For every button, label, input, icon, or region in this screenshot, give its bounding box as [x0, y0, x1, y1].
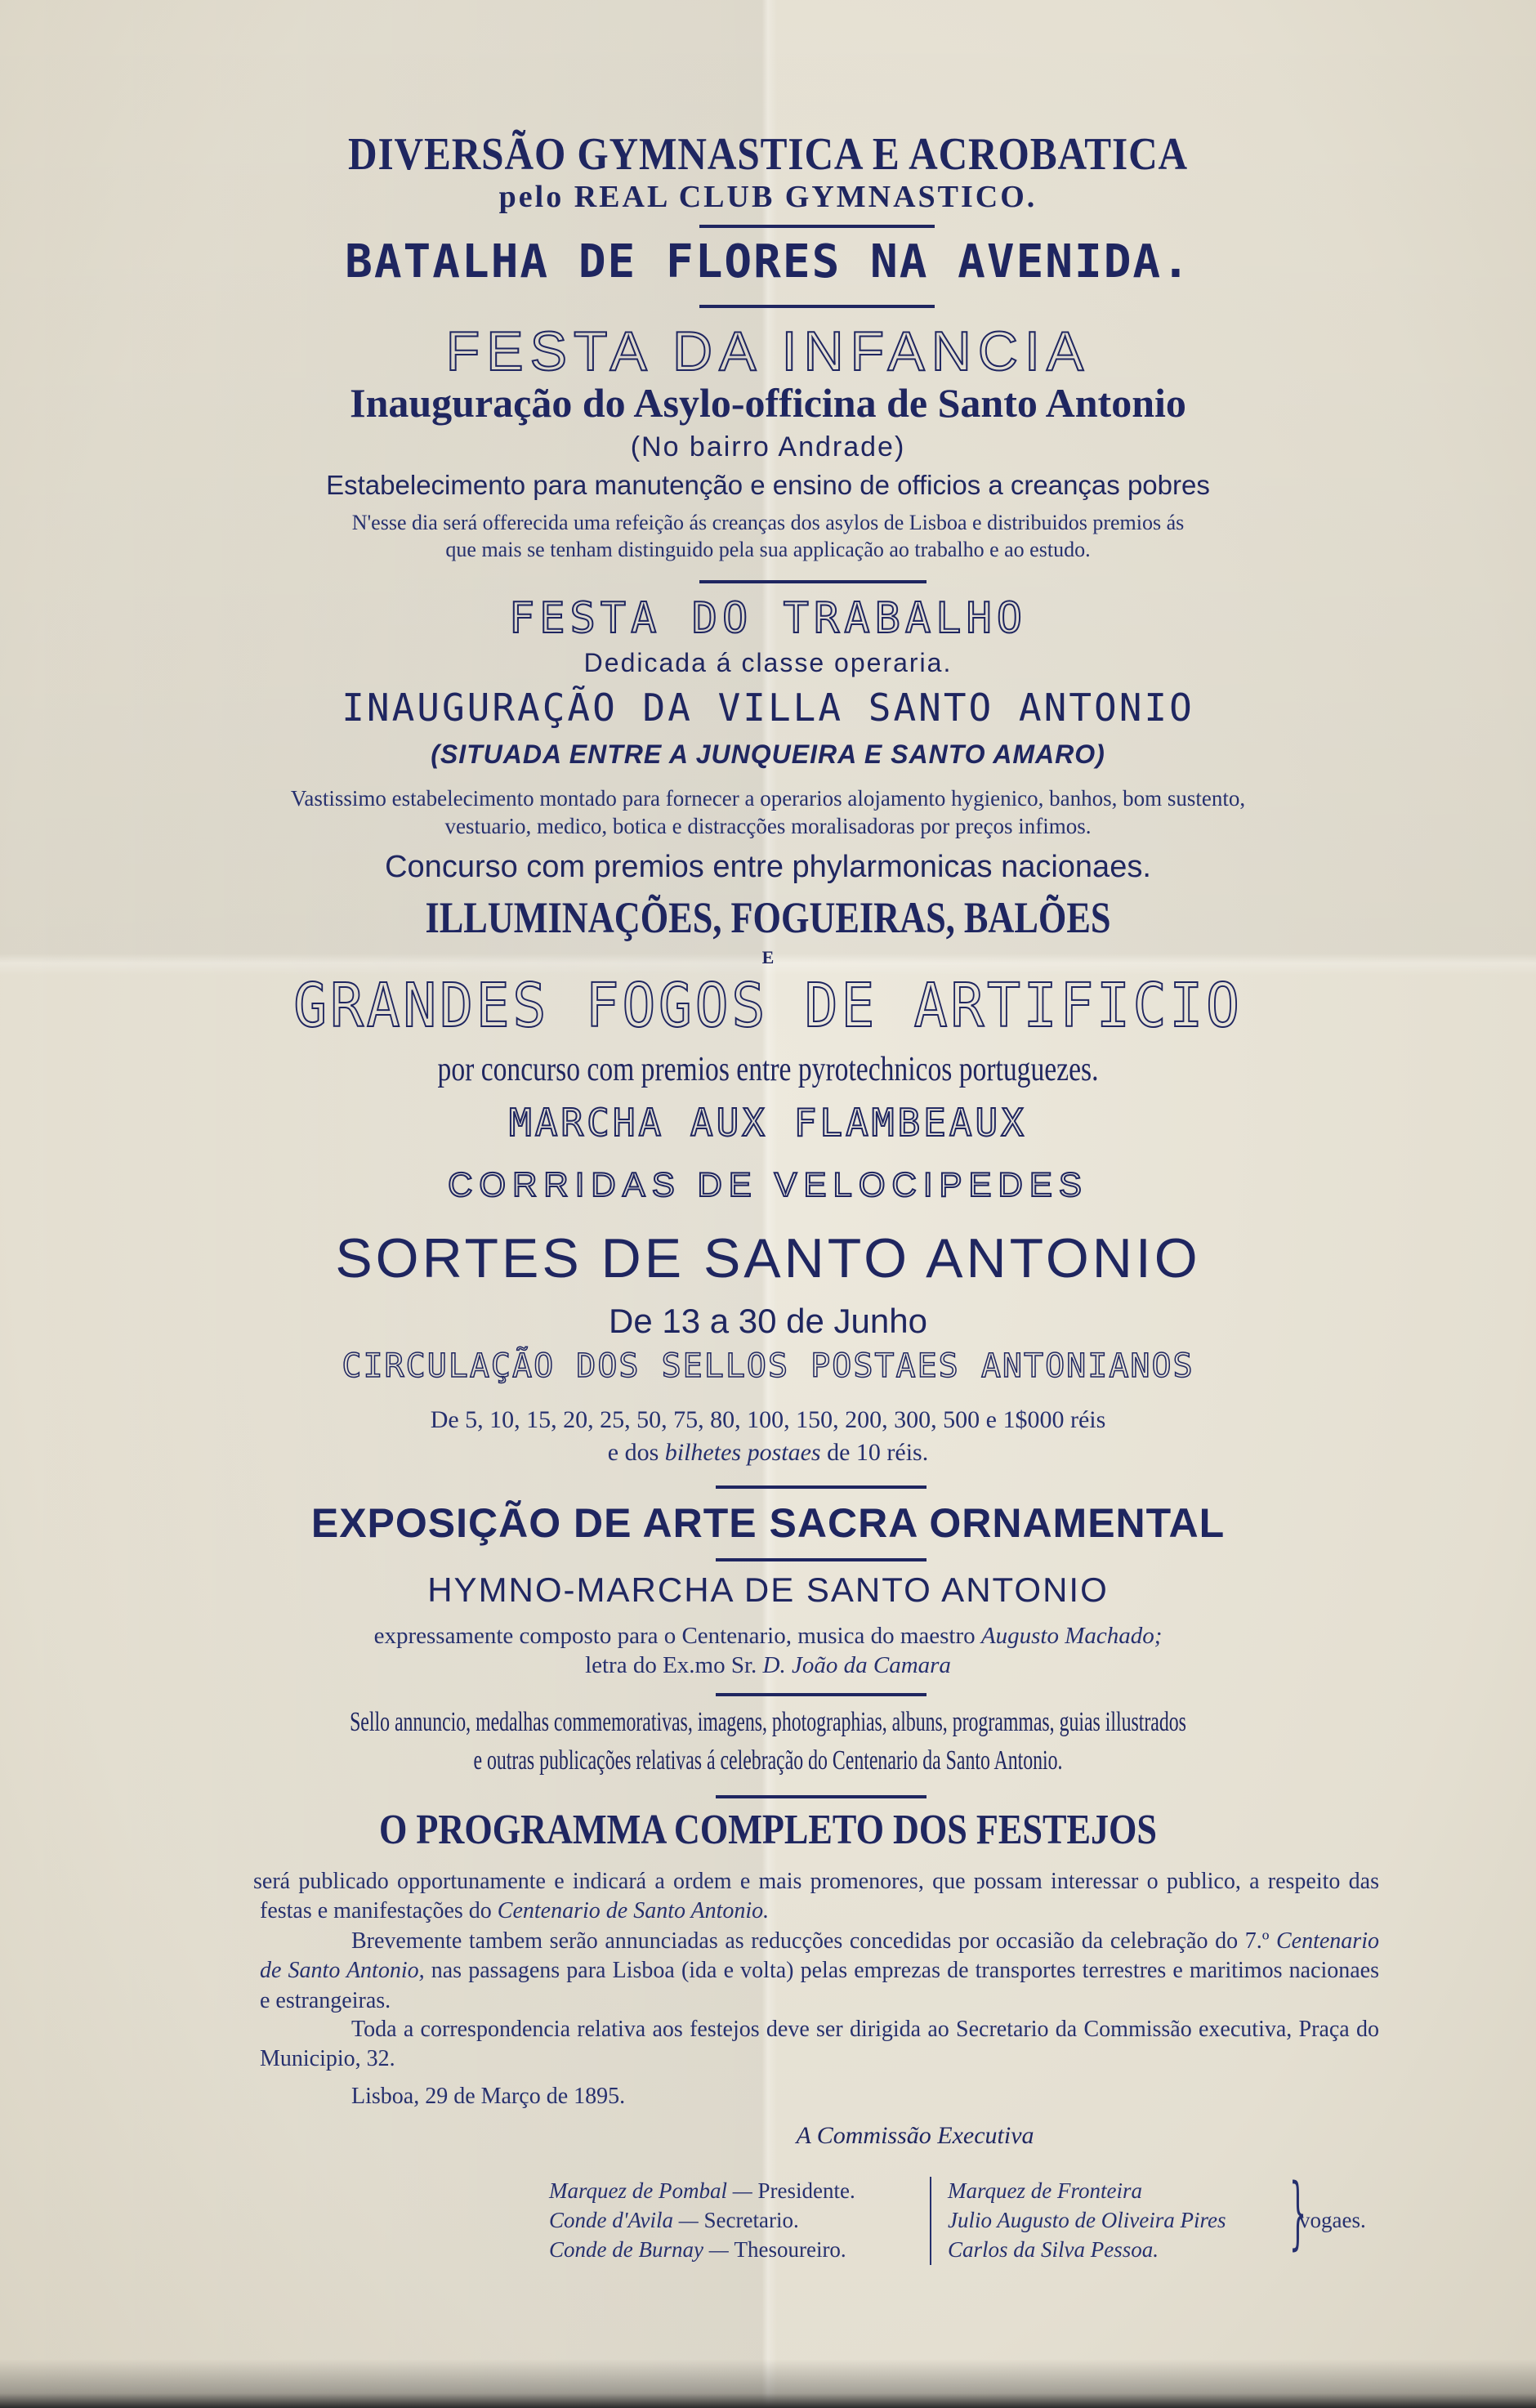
festa-trabalho-description-2: vestuario, medico, botica e distracções moralisadoras por preços infimos. [444, 814, 1092, 838]
sello-line-2: e outras publicações relativas á celebração do Centenario da Santo Antonio. [473, 1745, 1063, 1776]
festa-trabalho-situation: (SITUADA ENTRE A JUNQUEIRA E SANTO AMARO) [431, 739, 1105, 769]
signatory-separator [930, 2177, 931, 2265]
header-title: DIVERSÃO GYMNASTICA E ACROBATICA [347, 129, 1189, 180]
corridas-heading: CORRIDAS DE VELOCIPEDES [448, 1165, 1088, 1204]
divider [716, 1558, 927, 1561]
signatory-role: Thesoureiro. [734, 2237, 846, 2262]
vogaes-brace: } [1288, 2167, 1307, 2258]
festa-trabalho-title: FESTA DO TRABALHO [508, 594, 1028, 643]
concurso-line: Concurso com premios entre phylarmonicas nacionaes. [385, 850, 1151, 884]
marcha-heading: MARCHA AUX FLAMBEAUX [509, 1101, 1027, 1145]
programma-paragraph-1: será publicado opportunamente e indicará a ordem e mais promenores, que possam interessar o publico, a respeito das festas e manifestações do Centenario de Santo Antonio. [253, 1869, 1379, 1924]
commissao-title: A Commissão Executiva [796, 2122, 1034, 2149]
vogal-name: Marquez de Fronteira [948, 2178, 1142, 2203]
programma-paragraph-3: Toda a correspondencia relativa aos festejos deve ser dirigida ao Secretario da Commissão executiva, Praça do Municipio, 32. [260, 2017, 1379, 2072]
festa-infancia-title: FESTA DA INFANCIA [445, 320, 1091, 382]
divider [699, 580, 927, 583]
divider [699, 225, 935, 228]
hymno-title: HYMNO-MARCHA DE SANTO ANTONIO [427, 1570, 1109, 1609]
signatory-role: Presidente. [757, 2178, 855, 2203]
programma-date: Lisboa, 29 de Março de 1895. [351, 2084, 626, 2109]
signatory-name: Conde de Burnay [549, 2237, 703, 2262]
vogal-name: Carlos da Silva Pessoa. [948, 2237, 1159, 2262]
hymno-line-1: expressamente composto para o Centenario, musica do maestro Augusto Machado; [373, 1623, 1163, 1649]
fogos-note: por concurso com premios entre pyrotechnicos portuguezes. [437, 1051, 1099, 1088]
festa-infancia-note-2: que mais se tenham distinguido pela sua applicação ao trabalho e ao estudo. [445, 538, 1091, 561]
signatory-name: Conde d'Avila [549, 2208, 674, 2232]
festa-infancia-note-1: N'esse dia será offerecida uma refeição ás creanças dos asylos de Lisboa e distribuidos premios ás [351, 511, 1185, 534]
batalha-heading: BATALHA DE FLORES NA AVENIDA. [345, 235, 1191, 288]
signatory-row: Conde de Burnay — Thesoureiro. [549, 2237, 846, 2262]
signatory-row: Conde d'Avila — Secretario. [549, 2208, 799, 2232]
divider [716, 1693, 927, 1696]
sortes-values-1: De 5, 10, 15, 20, 25, 50, 75, 80, 100, 150, 200, 300, 500 e 1$000 réis [430, 1406, 1106, 1433]
divider [716, 1485, 927, 1489]
divider [699, 305, 935, 308]
festa-trabalho-inauguration: INAUGURAÇÃO DA VILLA SANTO ANTONIO [342, 686, 1194, 730]
sortes-dates: De 13 a 30 de Junho [609, 1302, 927, 1340]
illuminacoes-heading: ILLUMINAÇÕES, FOGUEIRAS, BALÕES [425, 893, 1111, 942]
signatory-row: Marquez de Pombal — Presidente. [549, 2178, 855, 2203]
signatory-name: Marquez de Pombal [549, 2178, 727, 2203]
hymno-line-2: letra do Ex.mo Sr. D. João da Camara [585, 1652, 951, 1678]
circulacao-heading: CIRCULAÇÃO DOS SELLOS POSTAES ANTONIANOS [342, 1347, 1194, 1385]
sortes-values-2: e dos bilhetes postaes de 10 réis. [607, 1439, 929, 1466]
header-subtitle: pelo REAL CLUB GYMNASTICO. [498, 180, 1038, 214]
sello-line-1: Sello annuncio, medalhas commemorativas, imagens, photographias, albuns, programmas, guias illustrados [350, 1707, 1186, 1737]
fogos-heading: GRANDES FOGOS DE ARTIFICIO [293, 971, 1243, 1041]
programma-title: O PROGRAMMA COMPLETO DOS FESTEJOS [378, 1807, 1158, 1853]
festa-infancia-subtitle: Inauguração do Asylo-officina de Santo Antonio [350, 380, 1186, 426]
festa-infancia-location: (No bairro Andrade) [630, 431, 906, 462]
festa-trabalho-dedication: Dedicada á classe operaria. [583, 648, 953, 677]
vogal-name: Julio Augusto de Oliveira Pires [948, 2208, 1226, 2232]
exposicao-heading: EXPOSIÇÃO DE ARTE SACRA ORNAMENTAL [310, 1500, 1226, 1546]
conjunction-e: E [761, 947, 775, 967]
divider [716, 1795, 927, 1798]
festa-trabalho-description-1: Vastissimo estabelecimento montado para fornecer a operarios alojamento hygienico, banhos, bom sustento, [290, 786, 1246, 811]
sortes-title: SORTES DE SANTO ANTONIO [335, 1227, 1201, 1289]
festa-infancia-description: Estabelecimento para manutenção e ensino de officios a creanças pobres [326, 470, 1210, 500]
signatory-role: Secretario. [703, 2208, 799, 2232]
vogaes-label: vogaes. [1299, 2208, 1366, 2232]
programma-paragraph-2: Brevemente tambem serão annunciadas as reducções concedidas por occasião da celebração do 7.º Centenario de Santo Antonio, nas passagens para Lisboa (ida e volta) pelas emprezas de transportes terrestres e maritimos nacionaes e estrangeiras. [260, 1928, 1379, 2013]
